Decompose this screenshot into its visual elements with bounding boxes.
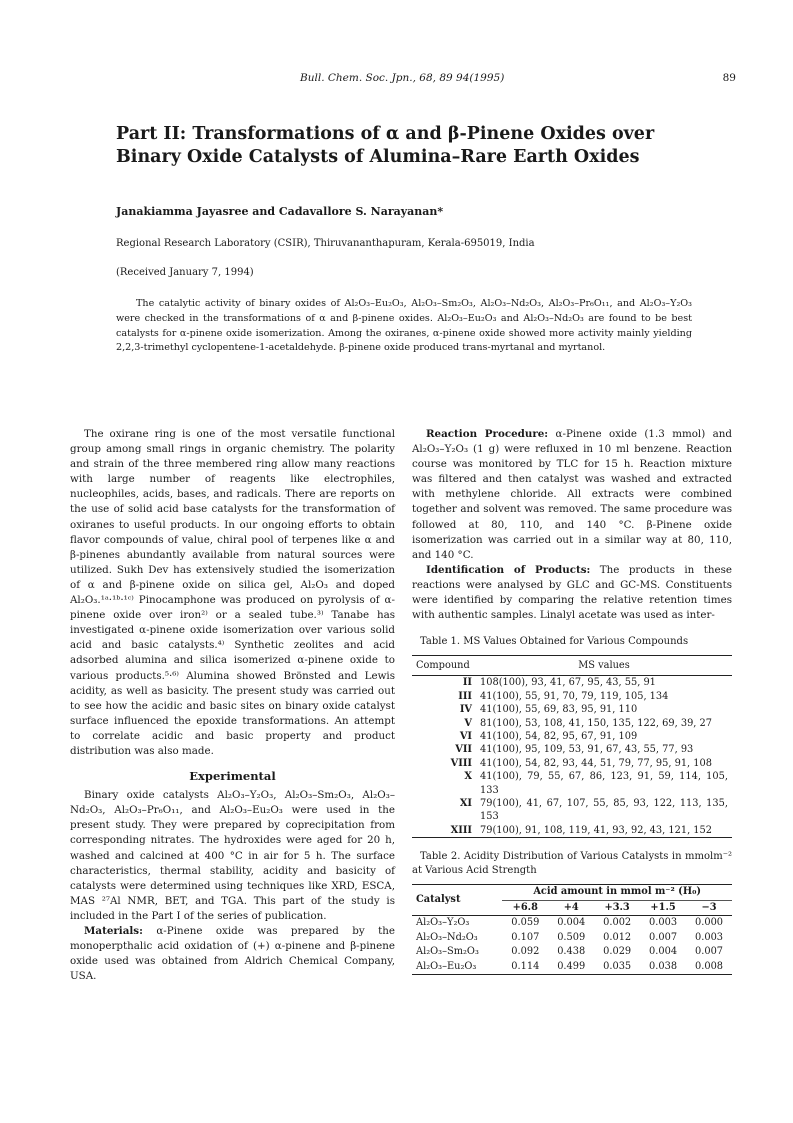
table1-ms-cell: 41(100), 54, 82, 93, 44, 51, 79, 77, 95, 91, 108 <box>480 757 712 769</box>
table1-compound-cell: XIII <box>412 824 476 838</box>
table1-row <box>412 717 732 730</box>
right-column <box>412 427 732 975</box>
received-date: (Received January 7, 1994) <box>116 267 254 278</box>
table2-value-cell: 0.092 <box>511 946 540 958</box>
table2-row <box>412 916 732 931</box>
table1-ms-cell: 41(100), 55, 91, 70, 79, 119, 105, 134 <box>480 690 669 702</box>
table2-value-cell: 0.059 <box>511 917 540 929</box>
materials-text: α-Pinene oxide was prepared by the monoperpthalic acid oxidation of (+) α-pinene and β-pinene oxide used was obtained from Aldrich Chemical Company, USA. <box>70 925 395 983</box>
table2-value-cell: 0.107 <box>511 931 540 943</box>
abstract: The catalytic activity of binary oxides of Al₂O₃–Eu₂O₃, Al₂O₃–Sm₂O₃, Al₂O₃–Nd₂O₃, Al₂O₃–Pr₆O₁₁, and Al₂O₃–Y₂O₃ were checked in the transformations of α and β-pinene oxides. Al₂O₃–Eu₂O₃ and Al₂O₃–Nd₂O₃ are found to be best catalysts for α-pinene oxide isomerization. Among the oxiranes, α-pinene oxide showed more activity mainly yielding 2,2,3-trimethyl cyclopentene-1-acetaldehyde. β-pinene oxide produced trans-myrtanal and myrtanol. <box>116 298 692 354</box>
table2-catalyst-cell: Al₂O₃–Sm₂O₃ <box>416 946 479 958</box>
table1-compound-cell: VII <box>455 744 472 756</box>
authors: Janakiamma Jayasree and Cadavallore S. Narayanan* <box>116 205 444 218</box>
table2-header-acid-amount: Acid amount in mmol m⁻² (H₀) <box>502 885 732 901</box>
table2-value-cell: 0.008 <box>686 960 732 975</box>
table2-catalyst-cell: Al₂O₃–Y₂O₃ <box>416 917 470 929</box>
table1-compound-cell: II <box>462 677 472 689</box>
table2-value-cell: 0.000 <box>694 917 724 929</box>
table1-ms-cell: 79(100), 41, 67, 107, 55, 85, 93, 122, 113, 135, 153 <box>480 797 728 823</box>
table1-row <box>412 824 732 838</box>
table1-ms-cell: 41(100), 54, 82, 95, 67, 91, 109 <box>480 730 638 742</box>
table2-strength-header: +1.5 <box>640 900 686 916</box>
table2-value-cell: 0.038 <box>640 960 686 975</box>
table1-row <box>412 730 732 743</box>
table2-strength-header: +6.8 <box>502 900 548 916</box>
materials-run-in-head: Materials: <box>84 925 143 937</box>
table1-ms-cell: 79(100), 91, 108, 119, 41, 93, 92, 43, 121, 152 <box>476 824 732 838</box>
table2 <box>412 884 732 975</box>
table2-value-cell: 0.007 <box>649 931 678 943</box>
table1-ms-cell: 108(100), 93, 41, 67, 95, 43, 55, 91 <box>480 677 656 689</box>
table1-compound-cell: XI <box>459 797 472 809</box>
table1-row <box>412 757 732 770</box>
table2-header-catalyst: Catalyst <box>412 885 502 916</box>
page-number: 89 <box>722 72 736 84</box>
identification-run-in-head: Identification of Products: <box>426 563 591 576</box>
table2-strength-header: +3.3 <box>594 900 640 916</box>
table2-value-cell: 0.499 <box>548 960 594 975</box>
table2-row <box>412 931 732 946</box>
table1-header-ms: MS values <box>476 656 732 676</box>
affiliation: Regional Research Laboratory (CSIR), Thiruvananthapuram, Kerala-695019, India <box>116 238 535 249</box>
table2-strength-header: +4 <box>548 900 594 916</box>
table2-value-cell: 0.029 <box>603 946 632 958</box>
reaction-run-in-head: Reaction Procedure: <box>426 428 549 440</box>
identification-paragraph <box>412 563 732 623</box>
introduction-paragraph: The oxirane ring is one of the most versatile functional group among small rings in organic chemistry. The polarity and strain of the three membered ring allow many reactions with large number of reagents like electrophiles, nucleophiles, acids, bases, and radicals. There are reports on the use of solid acid base catalysts for the transformation of oxiranes to useful products. In our ongoing efforts to obtain flavor compounds of value, chiral pool of terpenes like α and β-pinenes abundantly available from natural sources were utilized. Sukh Dev has extensively studied the isomerization of α and β-pinene oxide on silica gel, Al₂O₃ and doped Al₂O₃.¹ᵃ·¹ᵇ·¹ᶜ⁾ Pinocamphone was produced on pyrolysis of α-pinene oxide over iron²⁾ or a sealed tube.³⁾ Tanabe has investigated α-pinene oxide isomerization over various solid acid and basic catalysts.⁴⁾ Synthetic zeolites and acid adsorbed alumina and silica isomerized α-pinene oxide to various products.⁵·⁶⁾ Alumina showed Brönsted and Lewis acidity, as well as basicity. The present study was carried out to see how the acidic and basic sites on binary oxide catalyst surface influenced the epoxide transformations. An attempt to correlate acidic and basic property and product distribution was also made. <box>70 428 395 757</box>
table2-catalyst-cell: Al₂O₃–Eu₂O₃ <box>412 960 502 975</box>
table1 <box>412 655 732 838</box>
paper-title: Part II: Transformations of α and β-Pinene Oxides over Binary Oxide Catalysts of Alumina–Rare Earth Oxides <box>116 124 655 167</box>
reaction-paragraph <box>412 427 732 563</box>
section-heading-experimental: Experimental <box>189 769 276 784</box>
table1-caption: Table 1. MS Values Obtained for Various Compounds <box>420 636 689 648</box>
table2-value-cell: 0.003 <box>649 917 678 929</box>
left-column <box>70 427 395 984</box>
table1-compound-cell: IV <box>459 704 472 716</box>
table2-value-cell: 0.114 <box>502 960 548 975</box>
table2-row <box>412 960 732 975</box>
table1-row <box>412 690 732 703</box>
table1-compound-cell: III <box>458 690 472 702</box>
materials-paragraph <box>70 924 395 984</box>
table1-compound-cell: V <box>464 717 472 729</box>
table1-ms-cell: 41(100), 95, 109, 53, 91, 67, 43, 55, 77, 93 <box>480 744 694 756</box>
table2-value-cell: 0.012 <box>603 931 632 943</box>
table1-row <box>412 797 732 824</box>
reaction-text: α-Pinene oxide (1.3 mmol) and Al₂O₃–Y₂O₃ (1 g) were refluxed in 10 ml benzene. Reaction course was monitored by TLC for 15 h. Reaction mixture was filtered and then catalyst was washed and extracted with methylene chloride. All extracts were combined together and solvent was removed. The same procedure was followed at 80, 110, and 140 °C. β-Pinene oxide isomerization was carried out in a similar way at 80, 110, and 140 °C. <box>412 428 732 561</box>
journal-reference: Bull. Chem. Soc. Jpn., 68, 89 94(1995) <box>300 72 505 84</box>
table2-caption: Table 2. Acidity Distribution of Various Catalysts in mmolm⁻² at Various Acid Strength <box>412 851 732 877</box>
experimental-paragraph: Binary oxide catalysts Al₂O₃–Y₂O₃, Al₂O₃–Sm₂O₃, Al₂O₃–Nd₂O₃, Al₂O₃–Pr₆O₁₁, and Al₂O₃–Eu₂O₃ were used in the present study. They were prepared by coprecipitation from corresponding nitrates. The hydroxides were aged for 20 h, washed and calcined at 400 °C in air for 5 h. The surface characteristics, thermal stability, acidity and basicity of catalysts were determined using techniques like XRD, ESCA, MAS ²⁷Al NMR, BET, and TGA. This part of the study is included in the Part I of the series of publication. <box>70 789 395 922</box>
table2-strength-header: −3 <box>686 900 732 916</box>
table1-ms-cell: 41(100), 79, 55, 67, 86, 123, 91, 59, 114, 105, 133 <box>480 771 728 796</box>
table2-value-cell: 0.438 <box>557 946 586 958</box>
table1-row <box>412 743 732 756</box>
table1-header-compound: Compound <box>412 656 476 676</box>
table2-value-cell: 0.002 <box>603 917 632 929</box>
identification-text: The products in these reactions were analysed by GLC and GC-MS. Constituents were identified by comparing the relative retention times with authentic samples. Linalyl acetate was used as inter- <box>412 563 732 622</box>
table2-row <box>412 945 732 960</box>
table1-ms-cell: 81(100), 53, 108, 41, 150, 135, 122, 69, 39, 27 <box>480 717 712 729</box>
table1-compound-cell: VI <box>459 730 472 742</box>
table2-value-cell: 0.004 <box>649 946 678 958</box>
table2-value-cell: 0.007 <box>694 946 724 958</box>
table1-ms-cell: 41(100), 55, 69, 83, 95, 91, 110 <box>480 704 638 716</box>
table2-value-cell: 0.035 <box>594 960 640 975</box>
table1-row <box>412 770 732 797</box>
table1-row <box>412 676 732 690</box>
table2-catalyst-cell: Al₂O₃–Nd₂O₃ <box>416 931 478 943</box>
table2-value-cell: 0.003 <box>694 931 724 943</box>
table2-value-cell: 0.004 <box>557 917 586 929</box>
table1-row <box>412 703 732 716</box>
table1-compound-cell: X <box>464 771 472 783</box>
table1-compound-cell: VIII <box>450 757 472 769</box>
table2-value-cell: 0.509 <box>557 931 586 943</box>
